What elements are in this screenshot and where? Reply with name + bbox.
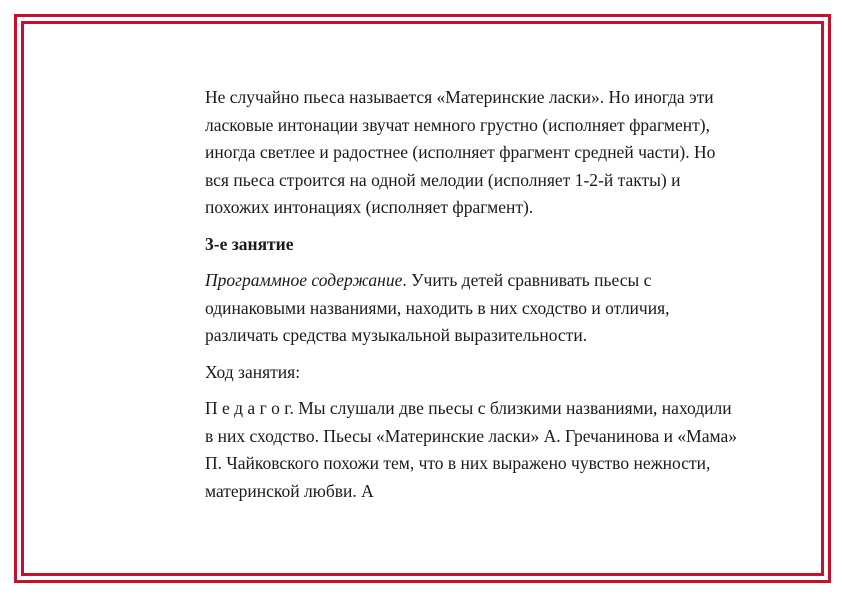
paragraph-intro: Не случайно пьеса называется «Материнские ласки». Но иногда эти ласковые интонации звучат немного грустно (исполняет фрагмент), иногда светлее и радостнее (исполняет фрагмент средней части). Но вся пьеса строится на одной мелодии (исполняет 1-2-й такты) и похожих интонациях (исполняет фрагмент). [205,87,716,217]
teacher-text: Мы слушали две пьесы с близкими названиями, находили в них сходство. Пьесы «Материнские ласки» А. Гречанинова и «Мама» П. Чайковского похожи тем, что в них выражено чувство нежности, материнской любви. А [205,398,737,501]
lesson-heading: 3-е занятие [205,233,294,254]
program-text: . Учить детей сравнивать пьесы с одинаковыми названиями, находить в них сходство и отличия, различать средства музыкальной выразительности. [205,270,670,345]
document-body [205,84,740,514]
lesson-course: Ход занятия: [205,361,301,382]
paragraph-teacher [205,395,740,505]
teacher-label: П е д а г о г. [205,398,294,418]
paragraph-program [205,267,740,350]
program-label: Программное содержание [205,270,403,290]
